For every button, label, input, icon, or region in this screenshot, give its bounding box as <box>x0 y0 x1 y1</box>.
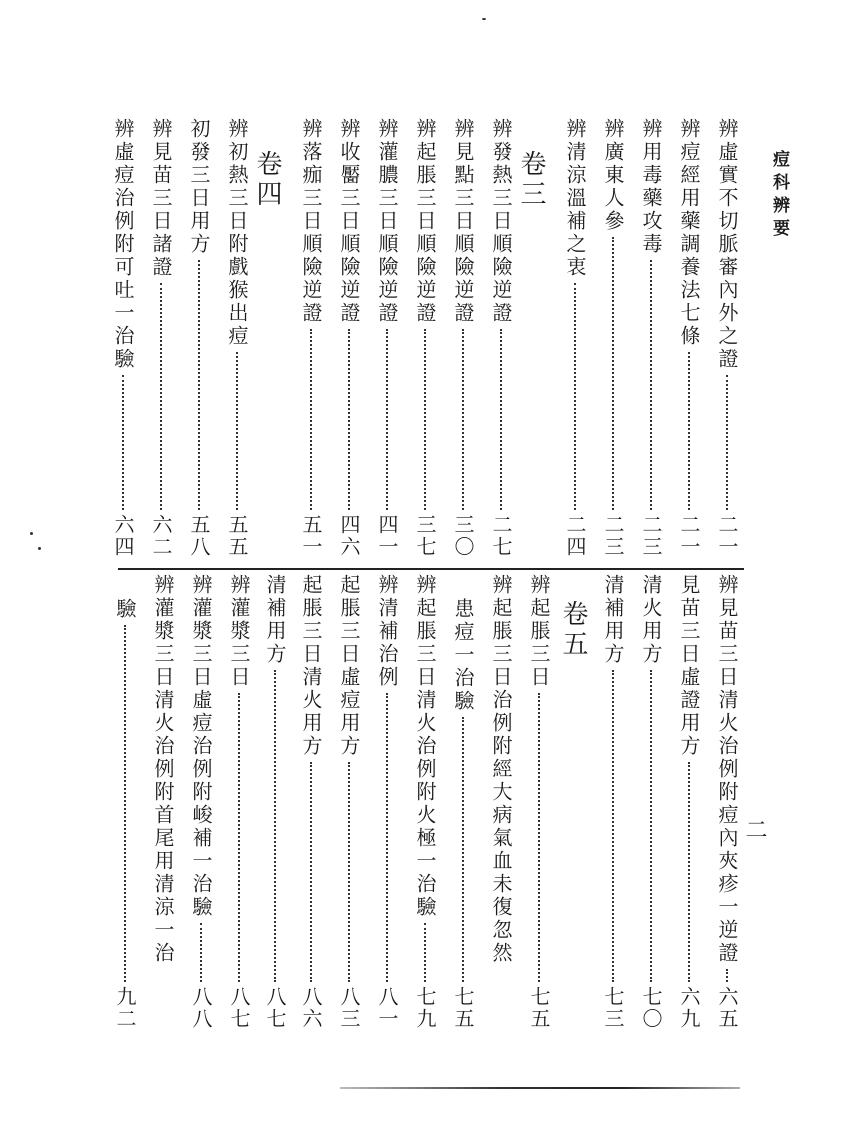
entry-page: 六五 <box>715 986 739 1030</box>
toc-entry <box>298 574 324 1030</box>
entry-title: 患痘一治驗 <box>451 598 475 713</box>
toc-entry <box>224 118 250 558</box>
entry-title: 辨發熱三日順險逆證 <box>489 118 513 325</box>
entry-page: 七五 <box>527 986 551 1030</box>
section-divider <box>118 568 744 570</box>
toc-entry <box>526 574 552 1030</box>
entry-page: 八八 <box>189 986 213 1030</box>
toc-entry <box>450 118 476 558</box>
dot-leader <box>424 923 426 982</box>
entry-page: 三〇 <box>451 514 475 558</box>
dot-leader <box>650 260 652 510</box>
entry-title: 辨清涼溫補之衷 <box>563 118 587 279</box>
entry-page: 七〇 <box>639 986 663 1030</box>
dot-leader <box>236 352 238 510</box>
toc-entry <box>488 118 514 558</box>
entry-title: 辨見點三日順險逆證 <box>451 118 475 325</box>
entry-page: 九二 <box>113 986 137 1030</box>
entry-title: 清補用方 <box>601 574 625 666</box>
entry-page: 二一 <box>677 514 701 558</box>
toc-entry <box>110 118 136 558</box>
dot-leader <box>122 375 124 510</box>
dot-leader <box>200 923 202 982</box>
entry-title: 辨灌漿三日清火治例附首尾用清涼一治 <box>151 574 175 965</box>
page-number: 二 <box>742 818 767 840</box>
toc-entry <box>226 574 252 1030</box>
entry-page: 五五 <box>225 514 249 558</box>
toc-entry <box>638 574 664 1030</box>
toc-entry <box>336 118 362 558</box>
entry-title: 辨虛痘治例附可吐一治驗 <box>111 118 135 371</box>
entry-page: 四一 <box>375 514 399 558</box>
entry-title: 辨灌漿三日 <box>227 574 251 689</box>
dot-leader <box>198 260 200 510</box>
volume-heading: 卷五 <box>558 600 588 660</box>
entry-title: 辨起脹三日 <box>527 574 551 689</box>
dot-leader <box>612 670 614 982</box>
scan-speck <box>482 18 486 20</box>
toc-entry-continuation <box>112 598 138 1030</box>
entry-title: 辨廣東人參 <box>601 118 625 233</box>
toc-entry <box>150 574 176 1030</box>
dot-leader <box>500 329 502 510</box>
entry-title: 辨清補治例 <box>375 574 399 689</box>
entry-title: 起脹三日虛痘用方 <box>337 574 361 758</box>
toc-entry <box>374 574 400 1030</box>
toc-entry <box>638 118 664 558</box>
entry-page: 六九 <box>677 986 701 1030</box>
volume-heading: 卷三 <box>516 150 546 210</box>
dot-leader <box>238 693 240 982</box>
entry-title: 見苗三日虛證用方 <box>677 574 701 758</box>
dot-leader <box>726 969 728 982</box>
dot-leader <box>538 693 540 982</box>
entry-page: 三七 <box>413 514 437 558</box>
running-header: 痘科辨要 <box>769 150 789 242</box>
dot-leader <box>688 762 690 982</box>
entry-title: 驗 <box>113 598 137 621</box>
dot-leader <box>310 762 312 982</box>
entry-title: 清補用方 <box>263 574 287 666</box>
dot-leader <box>160 283 162 510</box>
entry-title: 清火用方 <box>639 574 663 666</box>
scan-speck <box>30 532 33 535</box>
dot-leader <box>124 625 126 982</box>
entry-title: 辨初熱三日附戲猴出痘 <box>225 118 249 348</box>
entry-title: 辨落痂三日順險逆證 <box>299 118 323 325</box>
toc-entry <box>412 118 438 558</box>
entry-title: 起脹三日清火用方 <box>299 574 323 758</box>
entry-page: 二一 <box>715 514 739 558</box>
dot-leader <box>386 329 388 510</box>
entry-title: 辨起脹三日順險逆證 <box>413 118 437 325</box>
entry-page: 八六 <box>299 986 323 1030</box>
entry-page: 六四 <box>111 514 135 558</box>
dot-leader <box>348 329 350 510</box>
entry-title: 辨灌漿三日虛痘治例附峻補一治驗 <box>189 574 213 919</box>
entry-page: 四六 <box>337 514 361 558</box>
bottom-rule <box>340 1087 740 1089</box>
entry-page: 二三 <box>601 514 625 558</box>
entry-title: 辨收靨三日順險逆證 <box>337 118 361 325</box>
entry-page: 八七 <box>227 986 251 1030</box>
entry-page: 八七 <box>263 986 287 1030</box>
entry-title: 辨見苗三日諸證 <box>149 118 173 279</box>
toc-entry <box>148 118 174 558</box>
toc-entry <box>262 574 288 1030</box>
entry-title: 辨虛實不切脈審內外之證 <box>715 118 739 371</box>
entry-page: 七九 <box>413 986 437 1030</box>
toc-entry <box>186 118 212 558</box>
dot-leader <box>348 762 350 982</box>
entry-page: 二七 <box>489 514 513 558</box>
dot-leader <box>462 329 464 510</box>
dot-leader <box>688 352 690 510</box>
entry-page: 二四 <box>563 514 587 558</box>
dot-leader <box>424 329 426 510</box>
entry-title: 辨見苗三日清火治例附痘內夾疹一逆證 <box>715 574 739 965</box>
entry-page: 八一 <box>375 986 399 1030</box>
dot-leader <box>462 717 464 982</box>
toc-entry <box>600 574 626 1030</box>
toc-entry <box>714 574 740 1030</box>
dot-leader <box>650 670 652 982</box>
entry-title: 辨灌膿三日順險逆證 <box>375 118 399 325</box>
toc-entry <box>374 118 400 558</box>
entry-title: 辨起脹三日治例附經大病氣血未復忽然 <box>489 574 513 965</box>
entry-title: 辨用毒藥攻毒 <box>639 118 663 256</box>
toc-entry <box>562 118 588 558</box>
toc-entry <box>412 574 438 1030</box>
entry-page: 七三 <box>601 986 625 1030</box>
toc-entry <box>188 574 214 1030</box>
dot-leader <box>274 670 276 982</box>
entry-page: 二三 <box>639 514 663 558</box>
toc-entry <box>336 574 362 1030</box>
entry-page: 五八 <box>187 514 211 558</box>
dot-leader <box>574 283 576 510</box>
toc-entry <box>488 574 514 1030</box>
toc-entry-continuation <box>450 598 476 1030</box>
entry-page: 五一 <box>299 514 323 558</box>
entry-title: 辨痘經用藥調養法七條 <box>677 118 701 348</box>
scan-speck <box>38 547 41 550</box>
dot-leader <box>310 329 312 510</box>
toc-entry <box>714 118 740 558</box>
dot-leader <box>612 237 614 510</box>
volume-heading: 卷四 <box>252 150 282 210</box>
dot-leader <box>386 693 388 982</box>
toc-entry <box>676 574 702 1030</box>
toc-entry <box>676 118 702 558</box>
entry-page: 八三 <box>337 986 361 1030</box>
entry-page: 六二 <box>149 514 173 558</box>
entry-title: 辨起脹三日清火治例附火極一治驗 <box>413 574 437 919</box>
entry-title: 初發三日用方 <box>187 118 211 256</box>
dot-leader <box>726 375 728 510</box>
entry-page: 七五 <box>451 986 475 1030</box>
toc-entry <box>600 118 626 558</box>
toc-entry <box>298 118 324 558</box>
